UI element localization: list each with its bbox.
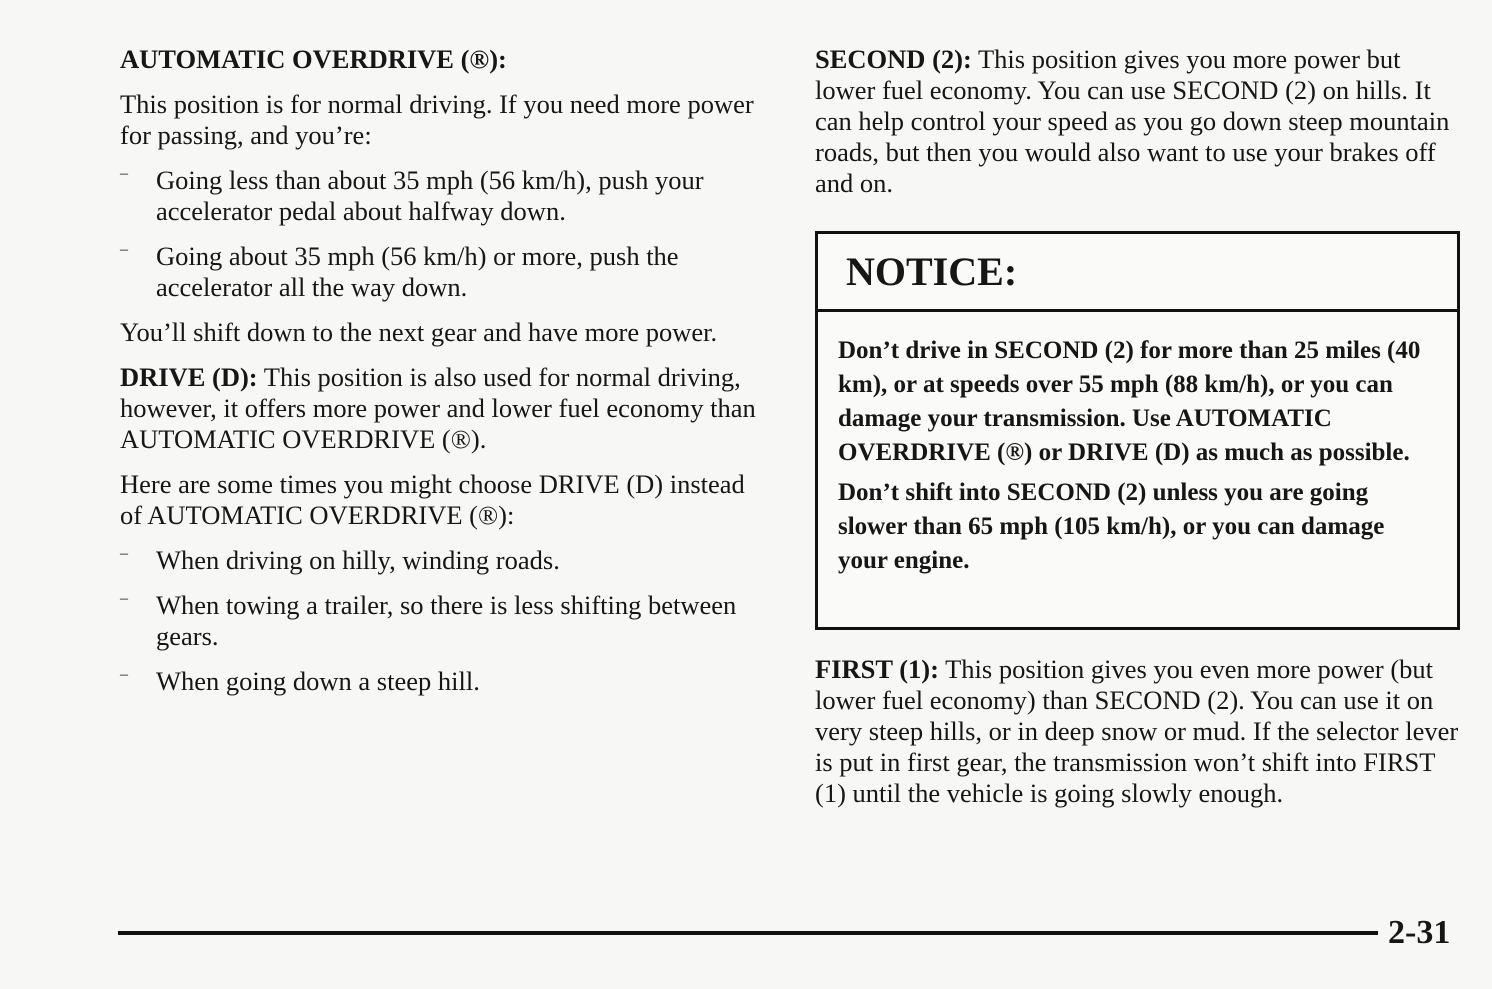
second-paragraph xyxy=(815,44,1465,199)
shift-down-text: You’ll shift down to the next gear and have more power. xyxy=(120,317,718,347)
second-heading: SECOND (2): xyxy=(815,44,972,74)
left-column xyxy=(120,44,770,697)
list-item xyxy=(120,241,770,303)
notice-title: NOTICE: xyxy=(846,249,1018,294)
notice-body xyxy=(818,312,1457,578)
notice-paragraph-2: Don’t shift into SECOND (2) unless you are going slower than 65 mph (105 km/h), or you can damage your engine. xyxy=(838,479,1385,574)
bullet-dash: – xyxy=(120,666,128,683)
list-item xyxy=(120,590,770,652)
times-intro: Here are some times you might choose DRIVE (D) instead of AUTOMATIC OVERDRIVE (®): xyxy=(120,469,745,530)
automatic-overdrive-body: This position is for normal driving. If you need more power for passing, and you’re: xyxy=(120,89,754,150)
right-column-bottom xyxy=(815,654,1465,809)
first-body: This position gives you even more power (but lower fuel economy) than SECOND (2). You can use it on very steep hills, or in deep snow or mud. If the selector lever is put in first gear, the transmission won’t shift into FIRST (1) until the vehicle is going slowly enough. xyxy=(815,654,1459,808)
page-number: 2-31 xyxy=(1388,914,1451,951)
bullet-dash: – xyxy=(120,545,128,562)
right-column-top xyxy=(815,44,1465,199)
bullet-dash: – xyxy=(120,241,128,258)
list-item xyxy=(120,666,770,697)
bullet-text: When driving on hilly, winding roads. xyxy=(156,545,560,575)
notice-paragraph-1: Don’t drive in SECOND (2) for more than 25 miles (40 km), or at speeds over 55 mph (88 km/h), or you can damage your transmission. Use AUTOMATIC OVERDRIVE (®) or DRIVE (D) as much as possible. xyxy=(838,337,1421,466)
bullet-dash: – xyxy=(120,590,128,607)
list-item xyxy=(120,545,770,576)
bullet-text: When towing a trailer, so there is less shifting between gears. xyxy=(156,590,737,651)
drive-body: This position is also used for normal driving, however, it offers more power and lower fuel economy than AUTOMATIC OVERDRIVE (®). xyxy=(120,362,756,454)
second-body: This position gives you more power but lower fuel economy. You can use SECOND (2) on hills. It can help control your speed as you go down steep mountain roads, but then you would also want to use your brakes off and on. xyxy=(815,44,1450,198)
drive-heading: DRIVE (D): xyxy=(120,362,258,392)
notice-box xyxy=(815,231,1460,630)
footer-rule xyxy=(118,931,1378,935)
bullet-dash: – xyxy=(120,165,128,182)
bullet-text: Going about 35 mph (56 km/h) or more, push the accelerator all the way down. xyxy=(156,241,679,302)
drive-paragraph xyxy=(120,362,770,455)
first-heading: FIRST (1): xyxy=(815,654,939,684)
automatic-overdrive-heading: AUTOMATIC OVERDRIVE (®): xyxy=(120,44,507,74)
notice-header xyxy=(818,234,1457,312)
first-paragraph xyxy=(815,654,1465,809)
list-item xyxy=(120,165,770,227)
bullet-text: Going less than about 35 mph (56 km/h), push your accelerator pedal about halfway down. xyxy=(156,165,704,226)
bullet-text: When going down a steep hill. xyxy=(156,666,480,696)
